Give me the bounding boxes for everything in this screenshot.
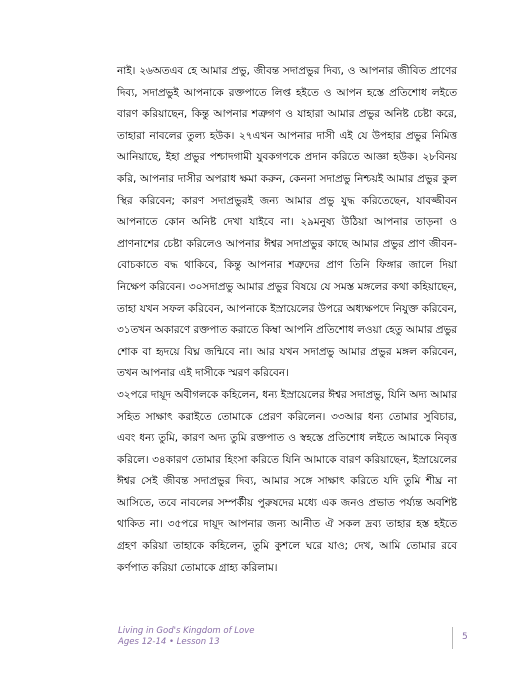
lesson-info: Ages 12-14 • Lesson 13 [118, 637, 220, 647]
paragraph-1: নাই। ২৬অতএব হে আমার প্রভু, জীবন্ত সদাপ্রভুর দিব্য, ও আপনার জীবিত প্রাণের দিব্য, সদাপ্রভুই আপনাকে রক্তপাতে লিপ্ত হইতে ও আপন হস্তে প্রতিশোধ লইতে বারণ করিয়াছেন, কিন্তু আপনার শত্রুগণ ও যাহারা আমার প্রভুর অনিষ্ট চেষ্টা করে, তাহারা নাবলের তুল্য হউক। ২৭এখন আপনার দাসী এই যে উপহার প্রভুর নিমিত্ত আনিয়াছে, ইহা প্রভুর পশ্চাদগামী যুবকগণকে প্রদান করিতে আজ্ঞা হউক। ২৮বিনয় করি, আপনার দাসীর অপরাধ ক্ষমা করুন, কেননা সদাপ্রভু নিশ্চয়ই আমার প্রভুর কুল স্থির করিবেন; কারণ সদাপ্রভুরই জন্য আমার প্রভু যুদ্ধ করিতেছেন, যাবজ্জীবন আপনাতে কোন অনিষ্ট দেখা যাইবে না। ২৯মনুষ্য উঠিয়া আপনার তাড়না ও প্রাণনাশের চেষ্টা করিলেও আপনার ঈশ্বর সদাপ্রভুর কাছে আমার প্রভুর প্রাণ জীবন-বোচকাতে বদ্ধ থাকিবে, কিন্তু আপনার শত্রুদের প্রাণ তিনি ফিঙ্গার জালে দিয়া নিক্ষেপ করিবেন। ৩০সদাপ্রভু আমার প্রভুর বিষয়ে যে সমস্ত মঙ্গলের কথা কহিয়াছেন, তাহা যখন সফল করিবেন, আপনাকে ইস্রায়েলের উপরে অধ্যক্ষপদে নিযুক্ত করিবেন, ৩১তখন অকারণে রক্তপাত করাতে কিম্বা আপনি প্রতিশোধ লওয়া হেতু আমার প্রভুর শোক বা হৃদয়ে বিঘ্ন জন্মিবে না। আর যখন সদাপ্রভু আমার প্রভুর মঙ্গল করিবেন, তখন আপনার এই দাসীকে স্মরণ করিবেন। [117, 65, 457, 380]
page-footer [118, 626, 254, 648]
paragraph-2: ৩২পরে দায়ূদ অবীগলকে কহিলেন, ধন্য ইস্রায়েলের ঈশ্বর সদাপ্রভু, যিনি অদ্য আমার সহিত সাক্ষাৎ করাইতে তোমাকে প্রেরণ করিলেন। ৩৩আর ধন্য তোমার সুবিচার, এবং ধন্য তুমি, কারণ অদ্য তুমি রক্তপাত ও স্বহস্তে প্রতিশোধ লইতে আমাকে নিবৃত্ত করিলে। ৩৪কারণ তোমার হিংসা করিতে যিনি আমাকে বারণ করিয়াছেন, ইস্রায়েলের ঈশ্বর সেই জীবন্ত সদাপ্রভুর দিব্য, আমার সঙ্গে সাক্ষাৎ করিতে যদি তুমি শীঘ্র না আসিতে, তবে নাবলের সম্পর্কীয় পুরুষদের মধ্যে এক জনও প্রভাত পর্য্যন্ত অবশিষ্ট থাকিত না। ৩৫পরে দায়ূদ আপনার জন্য আনীত ঐ সকল দ্রব্য তাহার হস্ত হইতে গ্রহণ করিয়া তাহাকে কহিলেন, তুমি কুশলে ঘরে যাও; দেখ, আমি তোমার রবে কর্ণপাত করিয়া তোমাকে গ্রাহ্য করিলাম। [117, 388, 457, 574]
scripture-body [117, 61, 457, 579]
series-title: Living in God's Kingdom of Love [118, 626, 255, 636]
footer-divider [452, 627, 453, 649]
page-number: 5 [462, 632, 468, 642]
